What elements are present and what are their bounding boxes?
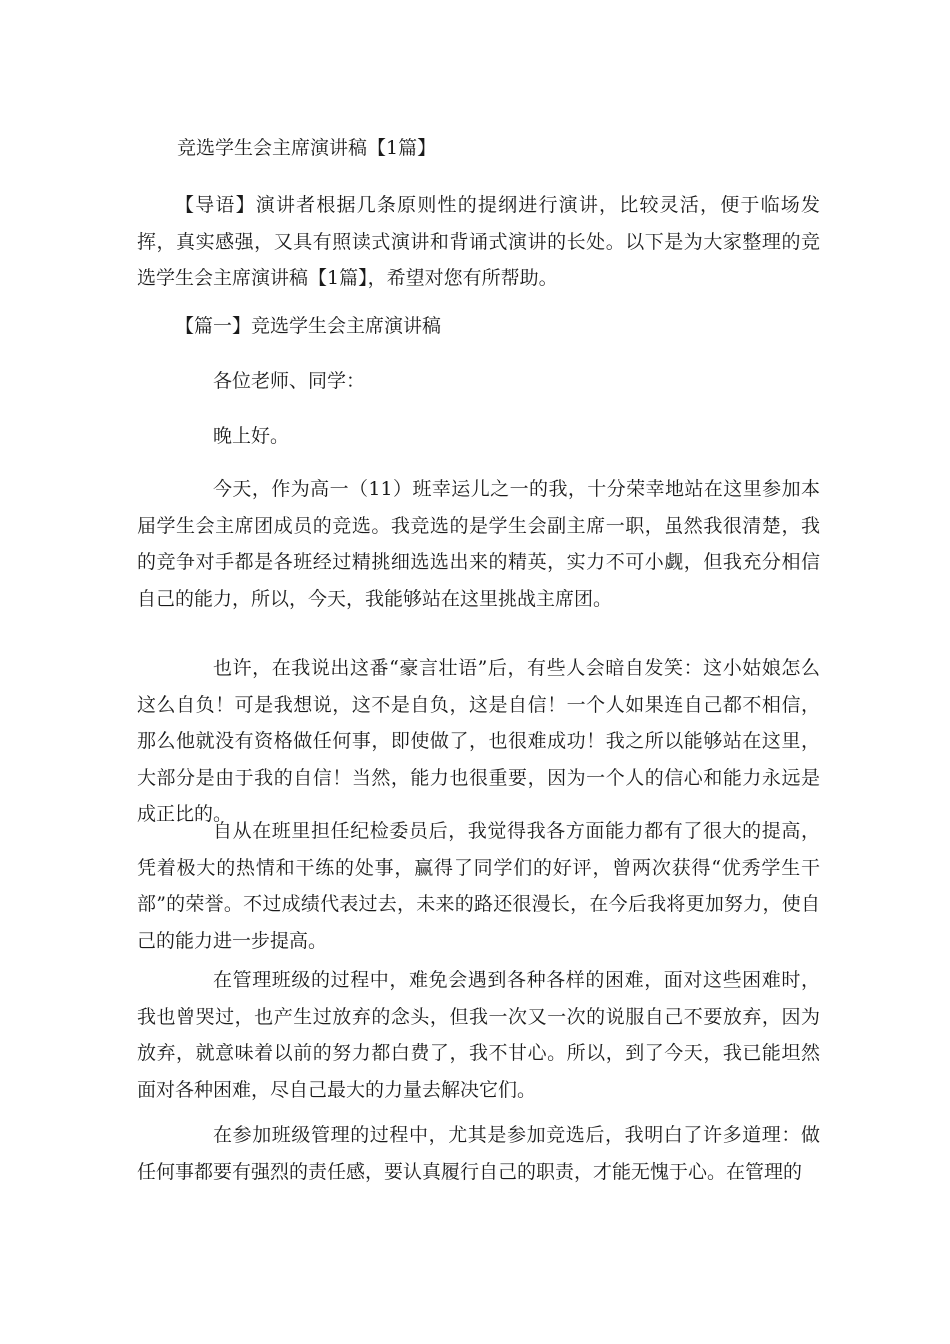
body-paragraph-4: 在管理班级的过程中，难免会遇到各种各样的困难，面对这些困难时，我也曾哭过，也产生过放弃的念头，但我一次又一次的说服自己不要放弃，因为放弃，就意味着以前的努力都白费了，我不甘心。所以，到了今天，我已能坦然面对各种困难，尽自己最大的力量去解决它们。 bbox=[137, 969, 820, 1101]
section-heading: 【篇一】竞选学生会主席演讲稿 bbox=[175, 315, 442, 337]
intro-paragraph: 【导语】演讲者根据几条原则性的提纲进行演讲，比较灵活，便于临场发挥，真实感强，又具有照读式演讲和背诵式演讲的长处。以下是为大家整理的竞选学生会主席演讲稿【1篇】，希望对您有所帮助。 bbox=[137, 194, 820, 289]
body-paragraph-1: 今天，作为高一（11）班幸运儿之一的我，十分荣幸地站在这里参加本届学生会主席团成员的竞选。我竞选的是学生会副主席一职，虽然我很清楚，我的竞争对手都是各班经过精挑细选选出来的精英，实力不可小觑，但我充分相信自己的能力，所以，今天，我能够站在这里挑战主席团。 bbox=[137, 478, 820, 610]
body-paragraph-2: 也许，在我说出这番“豪言壮语”后，有些人会暗自发笑：这小姑娘怎么这么自负！可是我想说，这不是自负，这是自信！一个人如果连自己都不相信，那么他就没有资格做任何事，即使做了，也很难成功！我之所以能够站在这里，大部分是由于我的自信！当然，能力也很重要，因为一个人的信心和能力永远是成正比的。 bbox=[137, 657, 820, 825]
body-paragraph-5: 在参加班级管理的过程中，尤其是参加竞选后，我明白了许多道理：做任何事都要有强烈的责任感，要认真履行自己的职责，才能无愧于心。在管理的 bbox=[137, 1124, 820, 1183]
body-paragraph-3: 自从在班里担任纪检委员后，我觉得我各方面能力都有了很大的提高，凭着极大的热情和干练的处事，赢得了同学们的好评，曾两次获得“优秀学生干部”的荣誉。不过成绩代表过去，未来的路还很漫长，在今后我将更加努力，使自己的能力进一步提高。 bbox=[137, 820, 820, 952]
greeting: 晚上好。 bbox=[213, 425, 290, 447]
salutation: 各位老师、同学： bbox=[213, 370, 366, 392]
document-title: 竞选学生会主席演讲稿【1篇】 bbox=[177, 137, 437, 159]
